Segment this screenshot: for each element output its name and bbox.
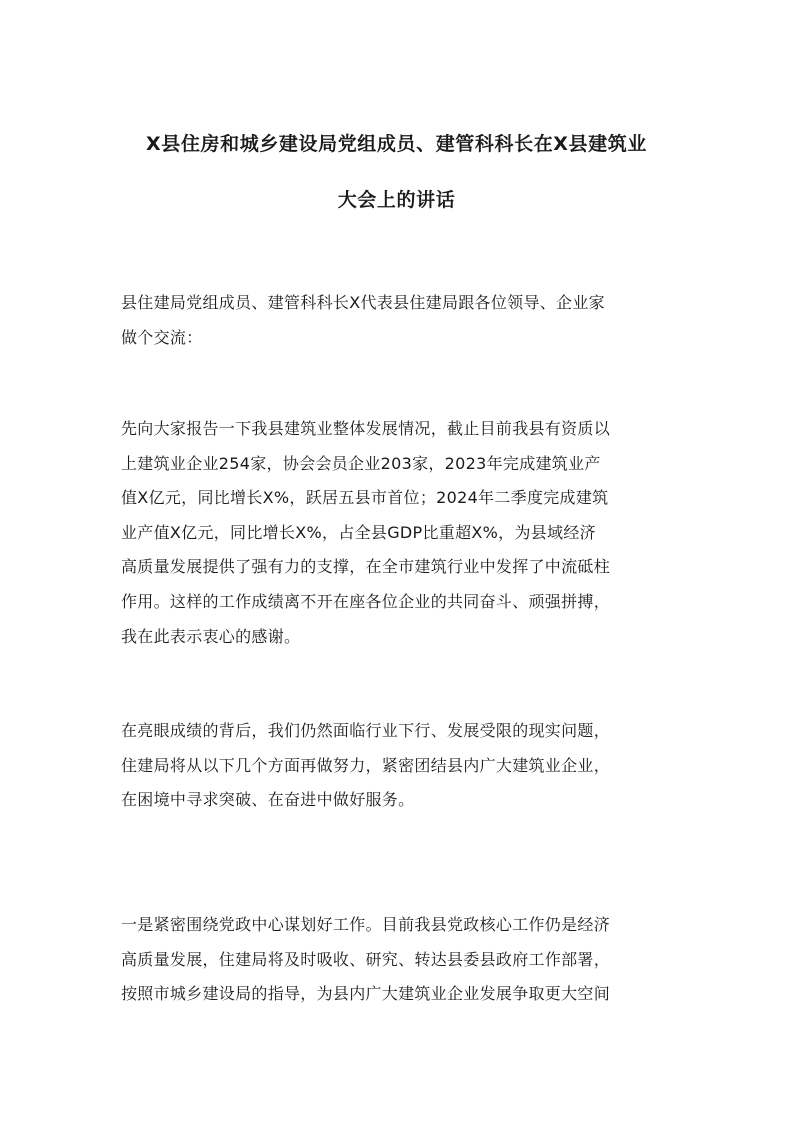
paragraph-intro <box>121 286 677 355</box>
text-line: 高质量发展，住建局将及时吸收、研究、转达县委县政府工作部署， <box>121 949 611 969</box>
text-line: 上建筑业企业254家，协会会员企业203家，2023年完成建筑业产 <box>121 453 601 473</box>
text-line: 值X亿元，同比增长X%，跃居五县市首位；2024年二季度完成建筑 <box>121 488 609 508</box>
text-line: 住建局将从以下几个方面再做努力，紧密团结县内广大建筑业企业， <box>121 755 611 775</box>
title-line-1: X县住房和城乡建设局党组成员、建管科科长在X县建筑业 <box>146 133 647 155</box>
text-line: 一是紧密围绕党政中心谋划好工作。目前我县党政核心工作仍是经济 <box>121 915 611 934</box>
text-line: 在亮眼成绩的背后，我们仍然面临行业下行、发展受限的现实问题， <box>121 721 611 740</box>
text-line: 作用。这样的工作成绩离不开在座各位企业的共同奋斗、顽强拼搏， <box>121 591 611 611</box>
text-line: 按照市城乡建设局的指导，为县内广大建筑业企业发展争取更大空间 <box>121 984 611 1004</box>
title-line-2: 大会上的讲话 <box>337 189 456 211</box>
text-line: 业产值X亿元，同比增长X%，占全县GDP比重超X%，为县域经济 <box>121 522 596 542</box>
text-line: 县住建局党组成员、建管科科长X代表县住建局跟各位领导、企业家 <box>121 293 605 312</box>
text-line: 做个交流： <box>121 327 203 347</box>
document-title <box>100 116 693 228</box>
text-line: 高质量发展提供了强有力的支撑，在全市建筑行业中发挥了中流砥柱 <box>121 557 611 577</box>
paragraph-development-report <box>121 412 677 654</box>
paragraph-point-one <box>121 908 677 1012</box>
text-line: 我在此表示衷心的感谢。 <box>121 626 301 646</box>
text-line: 先向大家报告一下我县建筑业整体发展情况，截止目前我县有资质以 <box>121 419 611 438</box>
text-line: 在困境中寻求突破、在奋进中做好服务。 <box>121 790 415 810</box>
paragraph-challenges <box>121 714 677 818</box>
